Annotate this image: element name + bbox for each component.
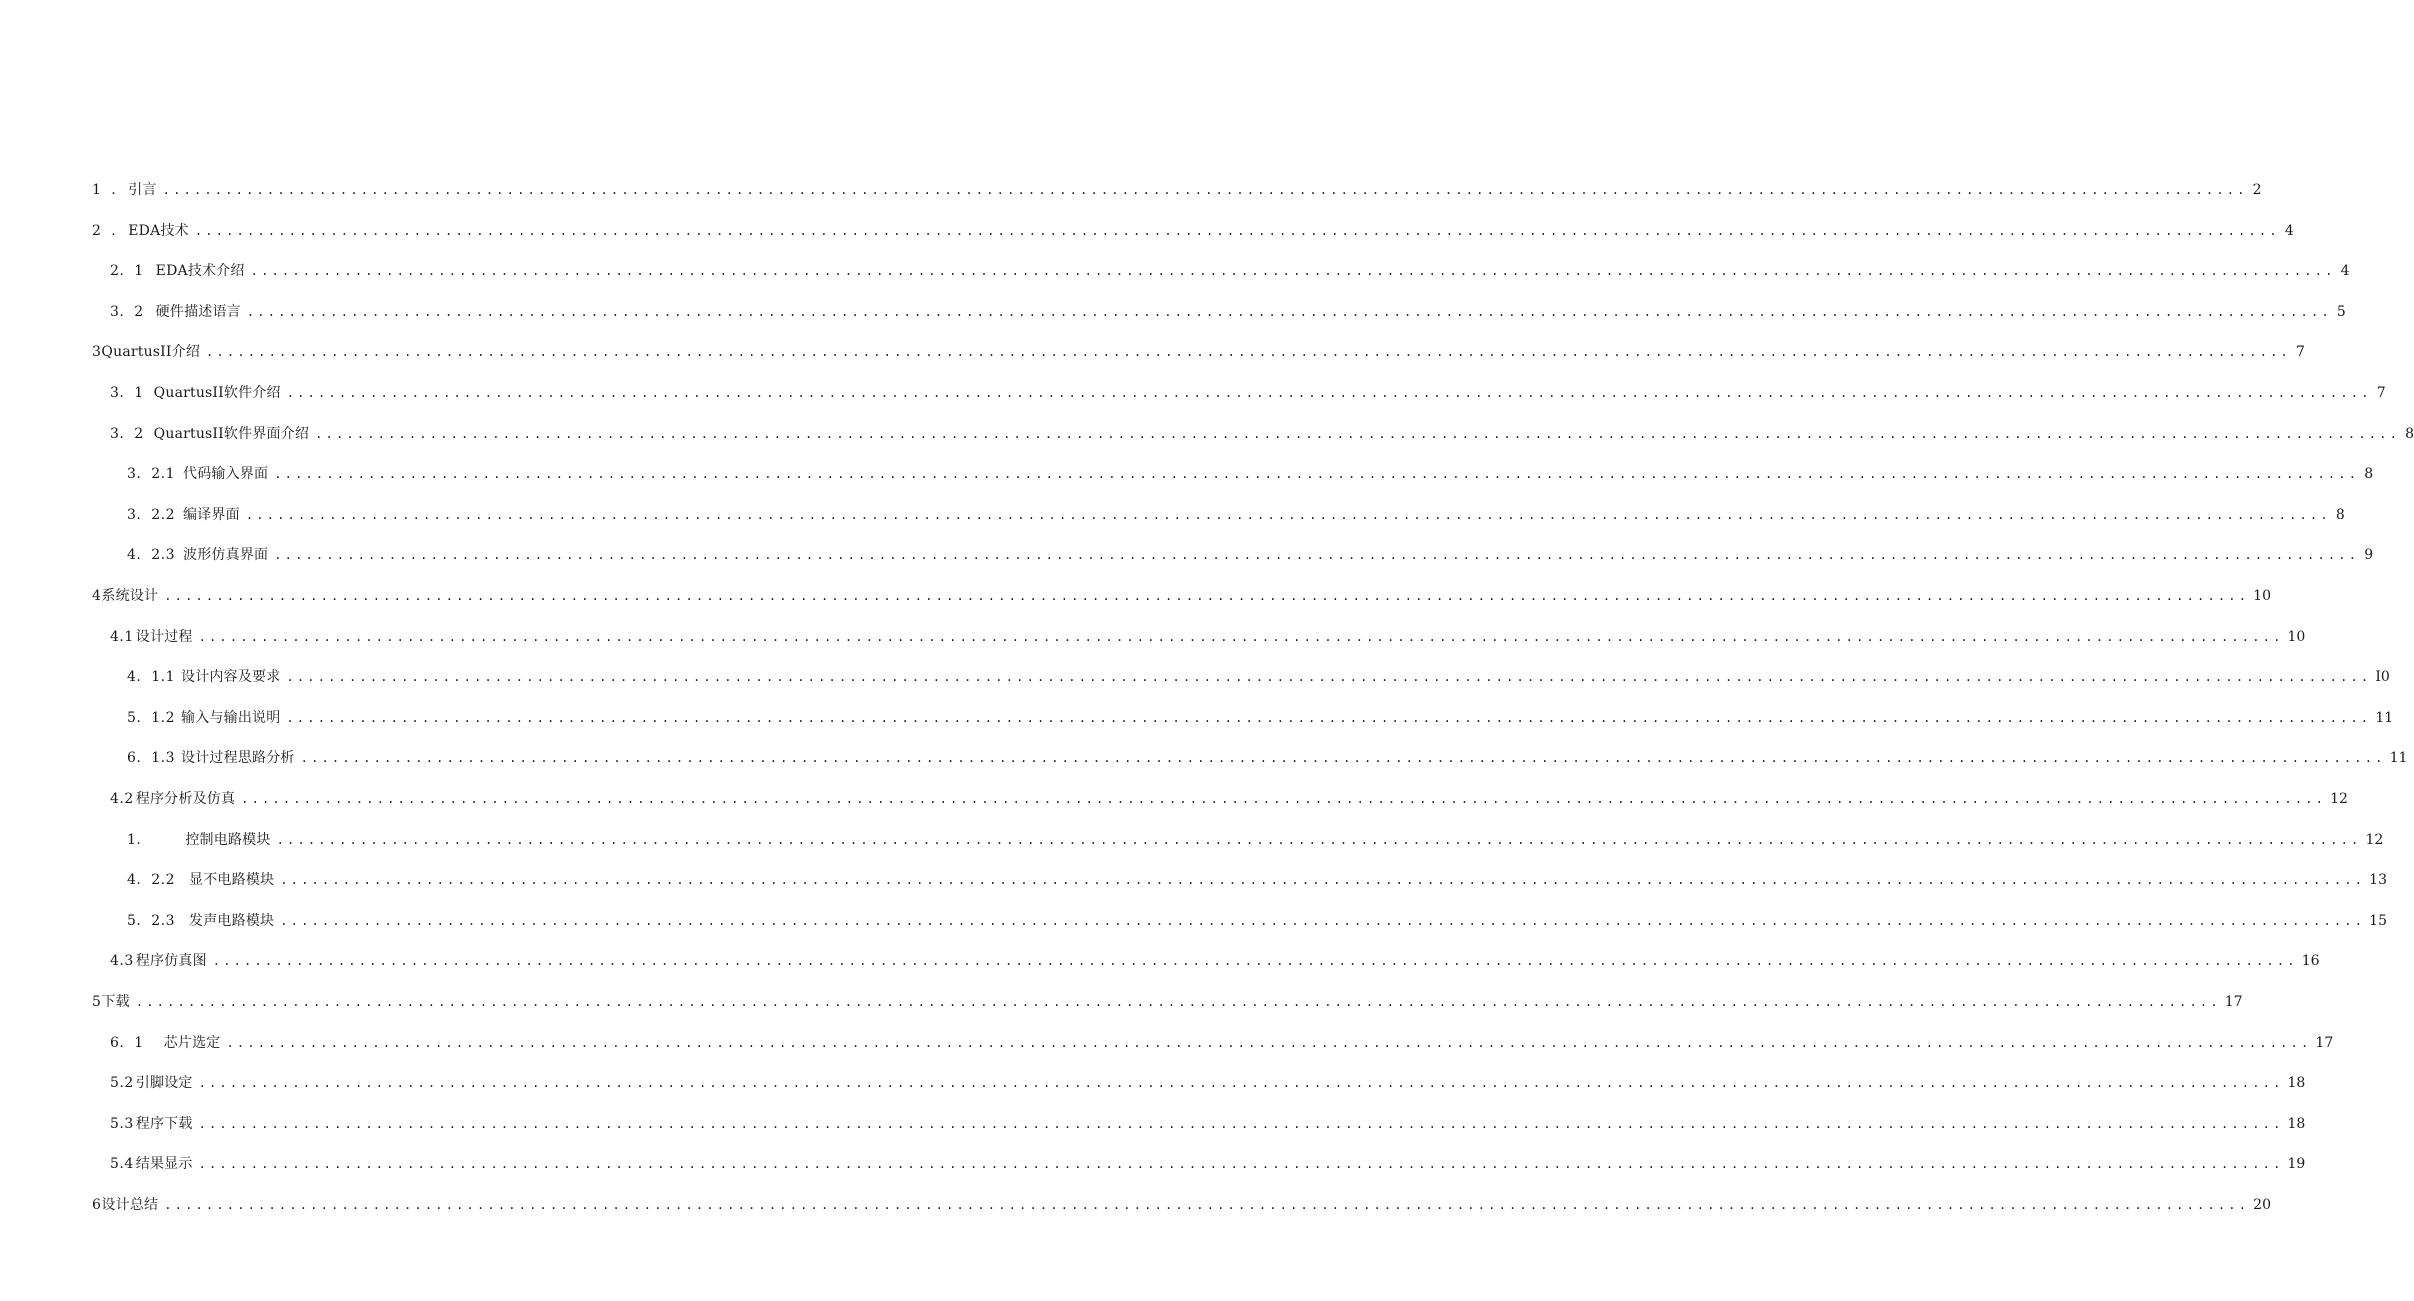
toc-entry-number: 4 — [92, 588, 102, 604]
toc-leader-dots: ........................................................................................................................................................................................................ — [212, 954, 2298, 969]
toc-entry-page-number: 7 — [2296, 344, 2305, 361]
toc-leader-dots: ........................................................................................................................................................................................................ — [286, 670, 2372, 685]
toc-entry-title: 下载 — [101, 994, 130, 1010]
toc-entry-label — [110, 380, 281, 406]
toc-entry-number: 5 — [92, 994, 102, 1010]
toc-entry[interactable] — [92, 218, 2294, 244]
toc-entry[interactable] — [92, 583, 2271, 609]
toc-entry-number: 5.4 — [110, 1156, 134, 1173]
toc-entry-title: EDA技术 — [128, 222, 189, 239]
toc-entry-number: 2. 1 — [110, 263, 144, 280]
toc-entry-title: 设计总结 — [101, 1197, 159, 1213]
toc-entry-title: 引言 — [128, 182, 157, 198]
toc-entry-title: 输入与输出说明 — [181, 709, 281, 726]
toc-entry-title: 结果显示 — [135, 1156, 193, 1173]
toc-leader-dots: ........................................................................................................................................................................................................ — [164, 1198, 2250, 1212]
toc-entry-label — [92, 1192, 158, 1218]
toc-entry[interactable] — [127, 745, 2408, 771]
toc-entry-title: 编译界面 — [183, 506, 240, 523]
toc-entry-label — [92, 989, 130, 1015]
toc-entry[interactable] — [110, 1111, 2306, 1137]
toc-entry[interactable] — [127, 502, 2345, 528]
toc-leader-dots: ........................................................................................................................................................................................................ — [245, 507, 2331, 522]
toc-entry-page-number: 18 — [2287, 1075, 2306, 1092]
toc-entry-number: 3. 2 — [110, 303, 144, 320]
toc-entry-label — [127, 502, 240, 528]
toc-leader-dots: ........................................................................................................................................................................................................ — [250, 264, 2336, 279]
toc-entry-number: 3. 2.1 — [127, 466, 176, 483]
toc-entry[interactable] — [110, 421, 2414, 447]
toc-leader-dots: ........................................................................................................................................................................................................ — [280, 913, 2366, 928]
toc-entry-page-number: 19 — [2287, 1156, 2306, 1173]
toc-leader-dots: ........................................................................................................................................................................................................ — [226, 1035, 2312, 1050]
toc-entry-number: 4. 1.1 — [127, 669, 176, 686]
toc-entry-title: 波形仿真界面 — [183, 547, 269, 564]
toc-entry[interactable] — [92, 177, 2262, 203]
toc-entry-label — [110, 624, 193, 650]
toc-entry[interactable] — [110, 948, 2320, 974]
toc-entry-title: QuartusII软件界面介绍 — [153, 425, 310, 442]
toc-leader-dots: ........................................................................................................................................................................................................ — [164, 589, 2250, 603]
toc-entry-title: 代码输入界面 — [183, 466, 269, 483]
toc-entry[interactable] — [127, 542, 2374, 568]
toc-entry-page-number: 8 — [2405, 425, 2414, 442]
toc-entry-label — [110, 258, 245, 284]
toc-leader-dots: ........................................................................................................................................................................................................ — [274, 467, 2360, 482]
toc-entry[interactable] — [110, 380, 2386, 406]
toc-entry-number: 5.3 — [110, 1115, 134, 1132]
toc-leader-dots: ........................................................................................................................................................................................................ — [286, 710, 2372, 725]
toc-entry-label — [127, 745, 295, 771]
toc-entry-label — [127, 827, 271, 853]
toc-leader-dots: ........................................................................................................................................................................................................ — [206, 345, 2291, 360]
toc-entry[interactable] — [127, 827, 2384, 853]
toc-entry-page-number: 12 — [2330, 791, 2348, 807]
toc-entry[interactable] — [127, 867, 2387, 893]
toc-entry-number: 4.1 — [110, 628, 134, 645]
toc-entry[interactable] — [110, 258, 2350, 284]
toc-entry-page-number: I0 — [2375, 669, 2390, 686]
toc-entry-page-number: 10 — [2253, 588, 2271, 604]
toc-leader-dots: ........................................................................................................................................................................................................ — [274, 548, 2360, 563]
toc-entry[interactable] — [110, 299, 2346, 325]
toc-entry-page-number: 4 — [2284, 222, 2294, 239]
toc-entry-label — [110, 1030, 220, 1056]
toc-entry-number: 3. 2 — [110, 425, 144, 442]
toc-entry-number: 4.2 — [110, 791, 134, 807]
toc-entry-number: 1 . — [92, 182, 117, 198]
toc-entry[interactable] — [92, 339, 2305, 365]
toc-entry-page-number: 12 — [2365, 831, 2384, 848]
toc-entry-page-number: 18 — [2287, 1115, 2306, 1132]
toc-entry-number: 4. 2.3 — [127, 547, 176, 564]
toc-entry[interactable] — [127, 705, 2394, 731]
toc-entry[interactable] — [110, 786, 2348, 812]
toc-entry-title: EDA技术介绍 — [155, 263, 245, 280]
toc-entry[interactable] — [127, 461, 2374, 487]
toc-entry-number: 4. 2.2 — [127, 872, 176, 889]
toc-entry-number: 2 . — [92, 222, 117, 239]
toc-entry-number: 6 — [92, 1197, 102, 1213]
toc-leader-dots: ........................................................................................................................................................................................................ — [276, 832, 2362, 847]
toc-leader-dots: ........................................................................................................................................................................................................ — [198, 629, 2284, 644]
toc-leader-dots: ........................................................................................................................................................................................................ — [286, 386, 2372, 400]
toc-entry-title: 芯片选定 — [163, 1034, 221, 1051]
toc-entry-number: 5. 1.2 — [127, 709, 176, 726]
toc-entry-number: 3. 1 — [110, 385, 144, 401]
toc-leader-dots: ........................................................................................................................................................................................................ — [198, 1116, 2284, 1131]
toc-leader-dots: ........................................................................................................................................................................................................ — [280, 873, 2366, 888]
toc-entry-title: 系统设计 — [101, 588, 159, 604]
toc-entry-title: 显不电路模块 — [189, 872, 275, 889]
toc-entry-page-number: 10 — [2287, 628, 2306, 645]
toc-entry-page-number: 17 — [2224, 994, 2243, 1010]
toc-entry-number: 5. 2.3 — [127, 912, 176, 929]
toc-leader-dots: ........................................................................................................................................................................................................ — [198, 1076, 2284, 1091]
toc-entry-page-number: 13 — [2369, 872, 2387, 889]
toc-entry-number: 3 — [92, 344, 102, 361]
toc-entry-label — [127, 705, 280, 731]
toc-entry-page-number: 7 — [2376, 385, 2386, 401]
toc-entry[interactable] — [110, 1070, 2306, 1096]
toc-entry-title: 发声电路模块 — [189, 912, 275, 929]
toc-entry-page-number: 9 — [2364, 547, 2374, 564]
toc-leader-dots: ........................................................................................................................................................................................................ — [300, 751, 2386, 766]
toc-leader-dots: ........................................................................................................................................................................................................ — [135, 995, 2221, 1009]
toc-entry-page-number: 5 — [2336, 303, 2346, 320]
toc-entry-number: 1. — [127, 831, 142, 848]
toc-entry[interactable] — [92, 1192, 2271, 1218]
toc-entry-title: 引脚设定 — [135, 1075, 193, 1092]
toc-entry-label — [127, 664, 280, 690]
toc-leader-dots: ........................................................................................................................................................................................................ — [198, 1157, 2284, 1172]
toc-entry-label — [110, 948, 207, 974]
toc-entry-label — [127, 908, 274, 934]
toc-leader-dots: ........................................................................................................................................................................................................ — [241, 792, 2327, 806]
toc-leader-dots: ........................................................................................................................................................................................................ — [315, 426, 2401, 441]
toc-entry-label — [110, 299, 241, 325]
toc-entry-title: 程序仿真图 — [135, 953, 207, 970]
toc-entry-label — [127, 542, 268, 568]
toc-entry[interactable] — [110, 624, 2306, 650]
toc-entry-page-number: 17 — [2315, 1034, 2334, 1051]
toc-entry-number: 6. 1 — [110, 1034, 144, 1051]
toc-entry-page-number: 20 — [2253, 1197, 2271, 1213]
toc-entry-title: 程序下载 — [135, 1115, 193, 1132]
toc-entry-label — [110, 786, 235, 812]
toc-entry-title: 设计内容及要求 — [181, 669, 281, 686]
toc-entry-label — [92, 339, 200, 365]
toc-entry-label — [110, 421, 309, 447]
toc-entry-page-number: 11 — [2389, 750, 2408, 767]
toc-entry-title: 设计过程思路分析 — [181, 750, 295, 767]
toc-entry-title: 硬件描述语言 — [155, 303, 241, 320]
toc-entry-label — [127, 461, 268, 487]
toc-entry-title: QuartusII软件介绍 — [153, 385, 281, 401]
toc-entry-page-number: 4 — [2340, 263, 2350, 280]
toc-leader-dots: ........................................................................................................................................................................................................ — [162, 183, 2248, 197]
toc-entry-label — [92, 583, 158, 609]
toc-entry-page-number: 16 — [2301, 953, 2320, 970]
toc-entry[interactable] — [92, 989, 2243, 1015]
toc-entry-number: 3. 2.2 — [127, 506, 176, 523]
toc-entry-label — [110, 1151, 193, 1177]
toc-entry[interactable] — [110, 1151, 2306, 1177]
toc-entry-page-number: 15 — [2369, 912, 2387, 929]
toc-entry[interactable] — [127, 664, 2390, 690]
toc-entry-label — [110, 1111, 193, 1137]
toc-entry-title: 设计过程 — [135, 628, 193, 645]
toc-entry-number: 6. 1.3 — [127, 750, 176, 767]
toc-entry-page-number: 8 — [2364, 466, 2374, 483]
toc-entry-title: 程序分析及仿真 — [135, 791, 236, 807]
toc-entry-label — [127, 867, 274, 893]
toc-entry-label — [92, 177, 157, 203]
toc-leader-dots: ........................................................................................................................................................................................................ — [194, 223, 2280, 238]
toc-entry-title: QuartusII介绍 — [101, 344, 201, 361]
toc-leader-dots: ........................................................................................................................................................................................................ — [246, 304, 2332, 319]
toc-entry-number: 4.3 — [110, 953, 134, 970]
toc-entry-page-number: 2 — [2252, 182, 2262, 198]
toc-entry-title: 控制电路模块 — [185, 831, 271, 848]
toc-entry-page-number: 11 — [2375, 709, 2394, 726]
toc-entry-label — [110, 1070, 193, 1096]
toc-entry-page-number: 8 — [2335, 506, 2345, 523]
toc-entry[interactable] — [127, 908, 2387, 934]
toc-entry-number: 5.2 — [110, 1075, 134, 1092]
toc-entry[interactable] — [110, 1030, 2334, 1056]
toc-entry-label — [92, 218, 189, 244]
